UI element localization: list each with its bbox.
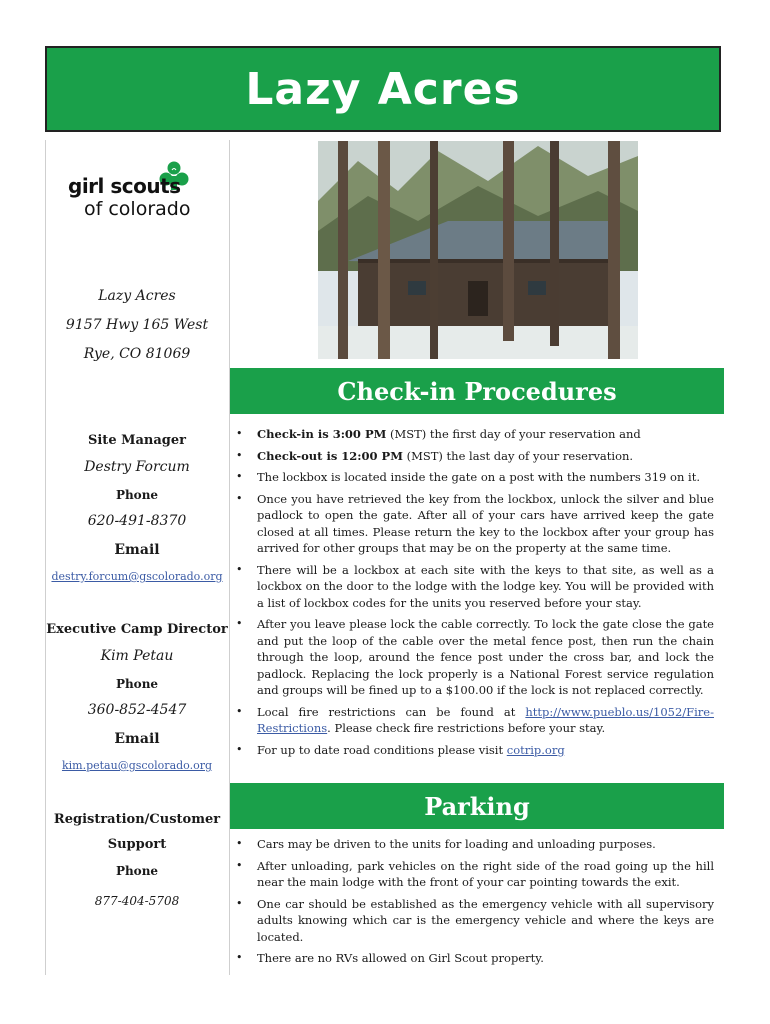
list-item: • There will be a lockbox at each site with the keys to that site, as well as a lockbox on the door to the lodge with the lodge key. You will be provided with a list of lockbox codes for the units you reserved before your stay. (230, 562, 714, 612)
list-item: • After you leave please lock the cable correctly. To lock the gate close the gate and put the loop of the cable over the metal fence post, then run the chain through the loop, around the fence post under the cross bar, and lock the padlock. Replacing the lock properly is a National Forest service regulation and groups will be fined up to a $100.00 if the lock is not replaced correctly. (230, 616, 714, 699)
camp-director-title: Executive Camp Director (46, 622, 228, 637)
parking-list (230, 836, 714, 972)
parking-heading: Parking (230, 783, 724, 829)
site-manager-email-label: Email (114, 542, 160, 558)
list-item: • Once you have retrieved the key from the lockbox, unlock the silver and blue padlock to open the gate. After all of your cars have arrived keep the gate closed at all times. Please return the key to the lockbox after your group has arrived for other groups that may be on the property at the same time. (230, 491, 714, 557)
list-item (230, 704, 714, 737)
checkin-heading: Check-in Procedures (230, 368, 724, 414)
list-item: • After unloading, park vehicles on the right side of the road going up the hill near the main lodge with the front of your car pointing towards the exit. (230, 858, 714, 891)
girl-scouts-logo (66, 160, 206, 222)
camp-director-phone: 360-852-4547 (87, 702, 187, 718)
list-item (230, 448, 714, 465)
registration-title-line2: Support (107, 837, 167, 852)
list-item: • One car should be established as the emergency vehicle with all supervisory adults knowing which car is the emergency vehicle and where the keys are located. (230, 896, 714, 946)
site-manager-phone: 620-491-8370 (87, 513, 187, 529)
registration-phone: 877-404-5708 (94, 894, 180, 908)
registration-phone-label: Phone (115, 864, 159, 878)
title-banner (45, 46, 721, 132)
site-manager-email-link[interactable]: destry.forcum@gscolorado.org (51, 570, 223, 583)
checkout-time: Check-out is 12:00 PM (257, 448, 403, 463)
camp-director-email-label: Email (114, 731, 160, 747)
registration-title-line1: Registration/Customer (53, 812, 221, 827)
list-item: • There are no RVs allowed on Girl Scout property. (230, 950, 714, 967)
site-manager-name: Destry Forcum (84, 459, 190, 475)
list-item-text: . Please check fire restrictions before your stay. (327, 721, 606, 735)
address-name: Lazy Acres (98, 288, 176, 304)
camp-director-name: Kim Petau (100, 648, 174, 664)
list-item-text: (MST) the first day of your reservation and (386, 427, 641, 441)
lodge-photo (318, 141, 638, 359)
list-item: • Cars may be driven to the units for loading and unloading purposes. (230, 836, 714, 853)
address-city: Rye, CO 81069 (83, 346, 191, 362)
site-manager-phone-label: Phone (115, 488, 159, 502)
list-item-text: Local fire restrictions can be found at (257, 704, 526, 719)
camp-director-phone-label: Phone (115, 677, 159, 691)
list-item (230, 426, 714, 443)
site-manager-title: Site Manager (87, 433, 187, 448)
checkin-list (230, 426, 714, 763)
camp-director-email-link[interactable]: kim.petau@gscolorado.org (61, 759, 213, 772)
address-street: 9157 Hwy 165 West (65, 317, 209, 333)
list-item-text: (MST) the last day of your reservation. (402, 448, 634, 463)
checkin-time: Check-in is 3:00 PM (257, 427, 387, 441)
fire-restrictions-link[interactable]: http://www.pueblo.us/1052/Fire-Restrictions (257, 704, 714, 735)
logo-line-1: girl scouts (68, 174, 181, 198)
list-item-text: For up to date road conditions please visit (257, 742, 507, 757)
page-title: Lazy Acres (245, 63, 521, 115)
cotrip-link[interactable]: cotrip.org (506, 742, 565, 757)
list-item: • The lockbox is located inside the gate on a post with the numbers 319 on it. (230, 469, 714, 486)
list-item (230, 742, 714, 759)
logo-line-2: of colorado (84, 198, 191, 220)
